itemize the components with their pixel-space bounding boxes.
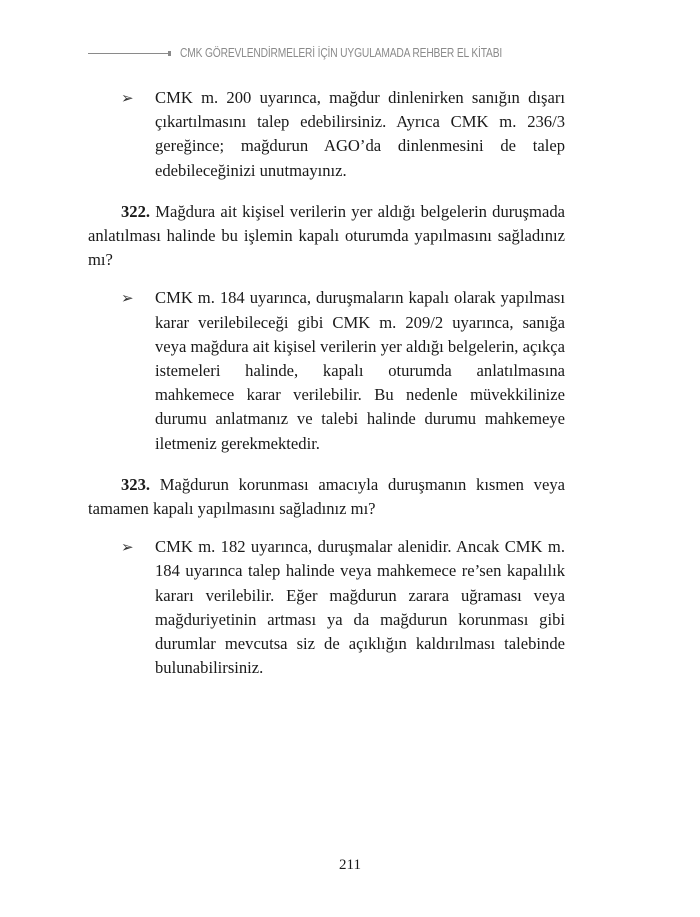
book-title: CMK GÖREVLENDİRMELERİ İÇİN UYGULAMADA REHBER EL KİTABI [180, 46, 503, 60]
question-number: 323. [121, 474, 151, 494]
question-322 [88, 200, 565, 273]
bullet-text: CMK m. 200 uyarınca, mağdur dinlenirken sanığın dışarı çıkartılmasını talep edebilirsiniz. Ayrıca CMK m. 236/3 gereğince; mağdurun AGO’da dinlenmesini de talep edebileceğinizi unutmayınız. [155, 88, 565, 180]
arrow-bullet-icon: ➢ [121, 538, 134, 557]
running-header [88, 43, 573, 63]
header-rule [88, 53, 168, 54]
arrow-bullet-icon: ➢ [121, 289, 134, 308]
question-text: Mağdura ait kişisel verilerin yer aldığı belgelerin duruşmada anlatılması halinde bu işlemin kapalı oturumda yapılmasını sağladınız mı? [88, 201, 565, 270]
question-323 [88, 473, 565, 521]
arrow-bullet-icon: ➢ [121, 89, 134, 107]
answer-322 [88, 286, 565, 455]
answer-text: CMK m. 184 uyarınca, duruşmaların kapalı olarak yapılması karar verilebileceği gibi CMK m. 209/2 uyarınca, sanığa veya mağdura ait kişisel verilerin yer aldığı belgelerin, açıkça istemeleri halinde, kapalı oturumda anlatılmasına mahkemece karar verilebilir. Bu nedenle müvekkilinize durumu anlatmanız ve talebi halinde durumu mahkemeye iletmeniz gerekmektedir. [155, 288, 565, 453]
header-square-marker [168, 51, 171, 56]
answer-323 [88, 535, 565, 680]
question-text: Mağdurun korunması amacıyla duruşmanın kısmen veya tamamen kapalı yapılmasını sağladınız mı? [88, 474, 565, 519]
page-number: 211 [339, 857, 361, 873]
page-body [88, 86, 565, 680]
bullet-item [88, 86, 565, 183]
question-number: 322. [121, 201, 151, 221]
answer-text: CMK m. 182 uyarınca, duruşmalar alenidir. Ancak CMK m. 184 uyarınca talep halinde veya mahkemece re’sen kapalılık kararı verilebilir. Eğer mağdurun zarara uğraması veya mağduriyetinin artması ya da mağdurun korunması gibi durumlar mevcutsa siz de açıklığın kaldırılması talebinde bulunabilirsiniz. [155, 537, 565, 678]
